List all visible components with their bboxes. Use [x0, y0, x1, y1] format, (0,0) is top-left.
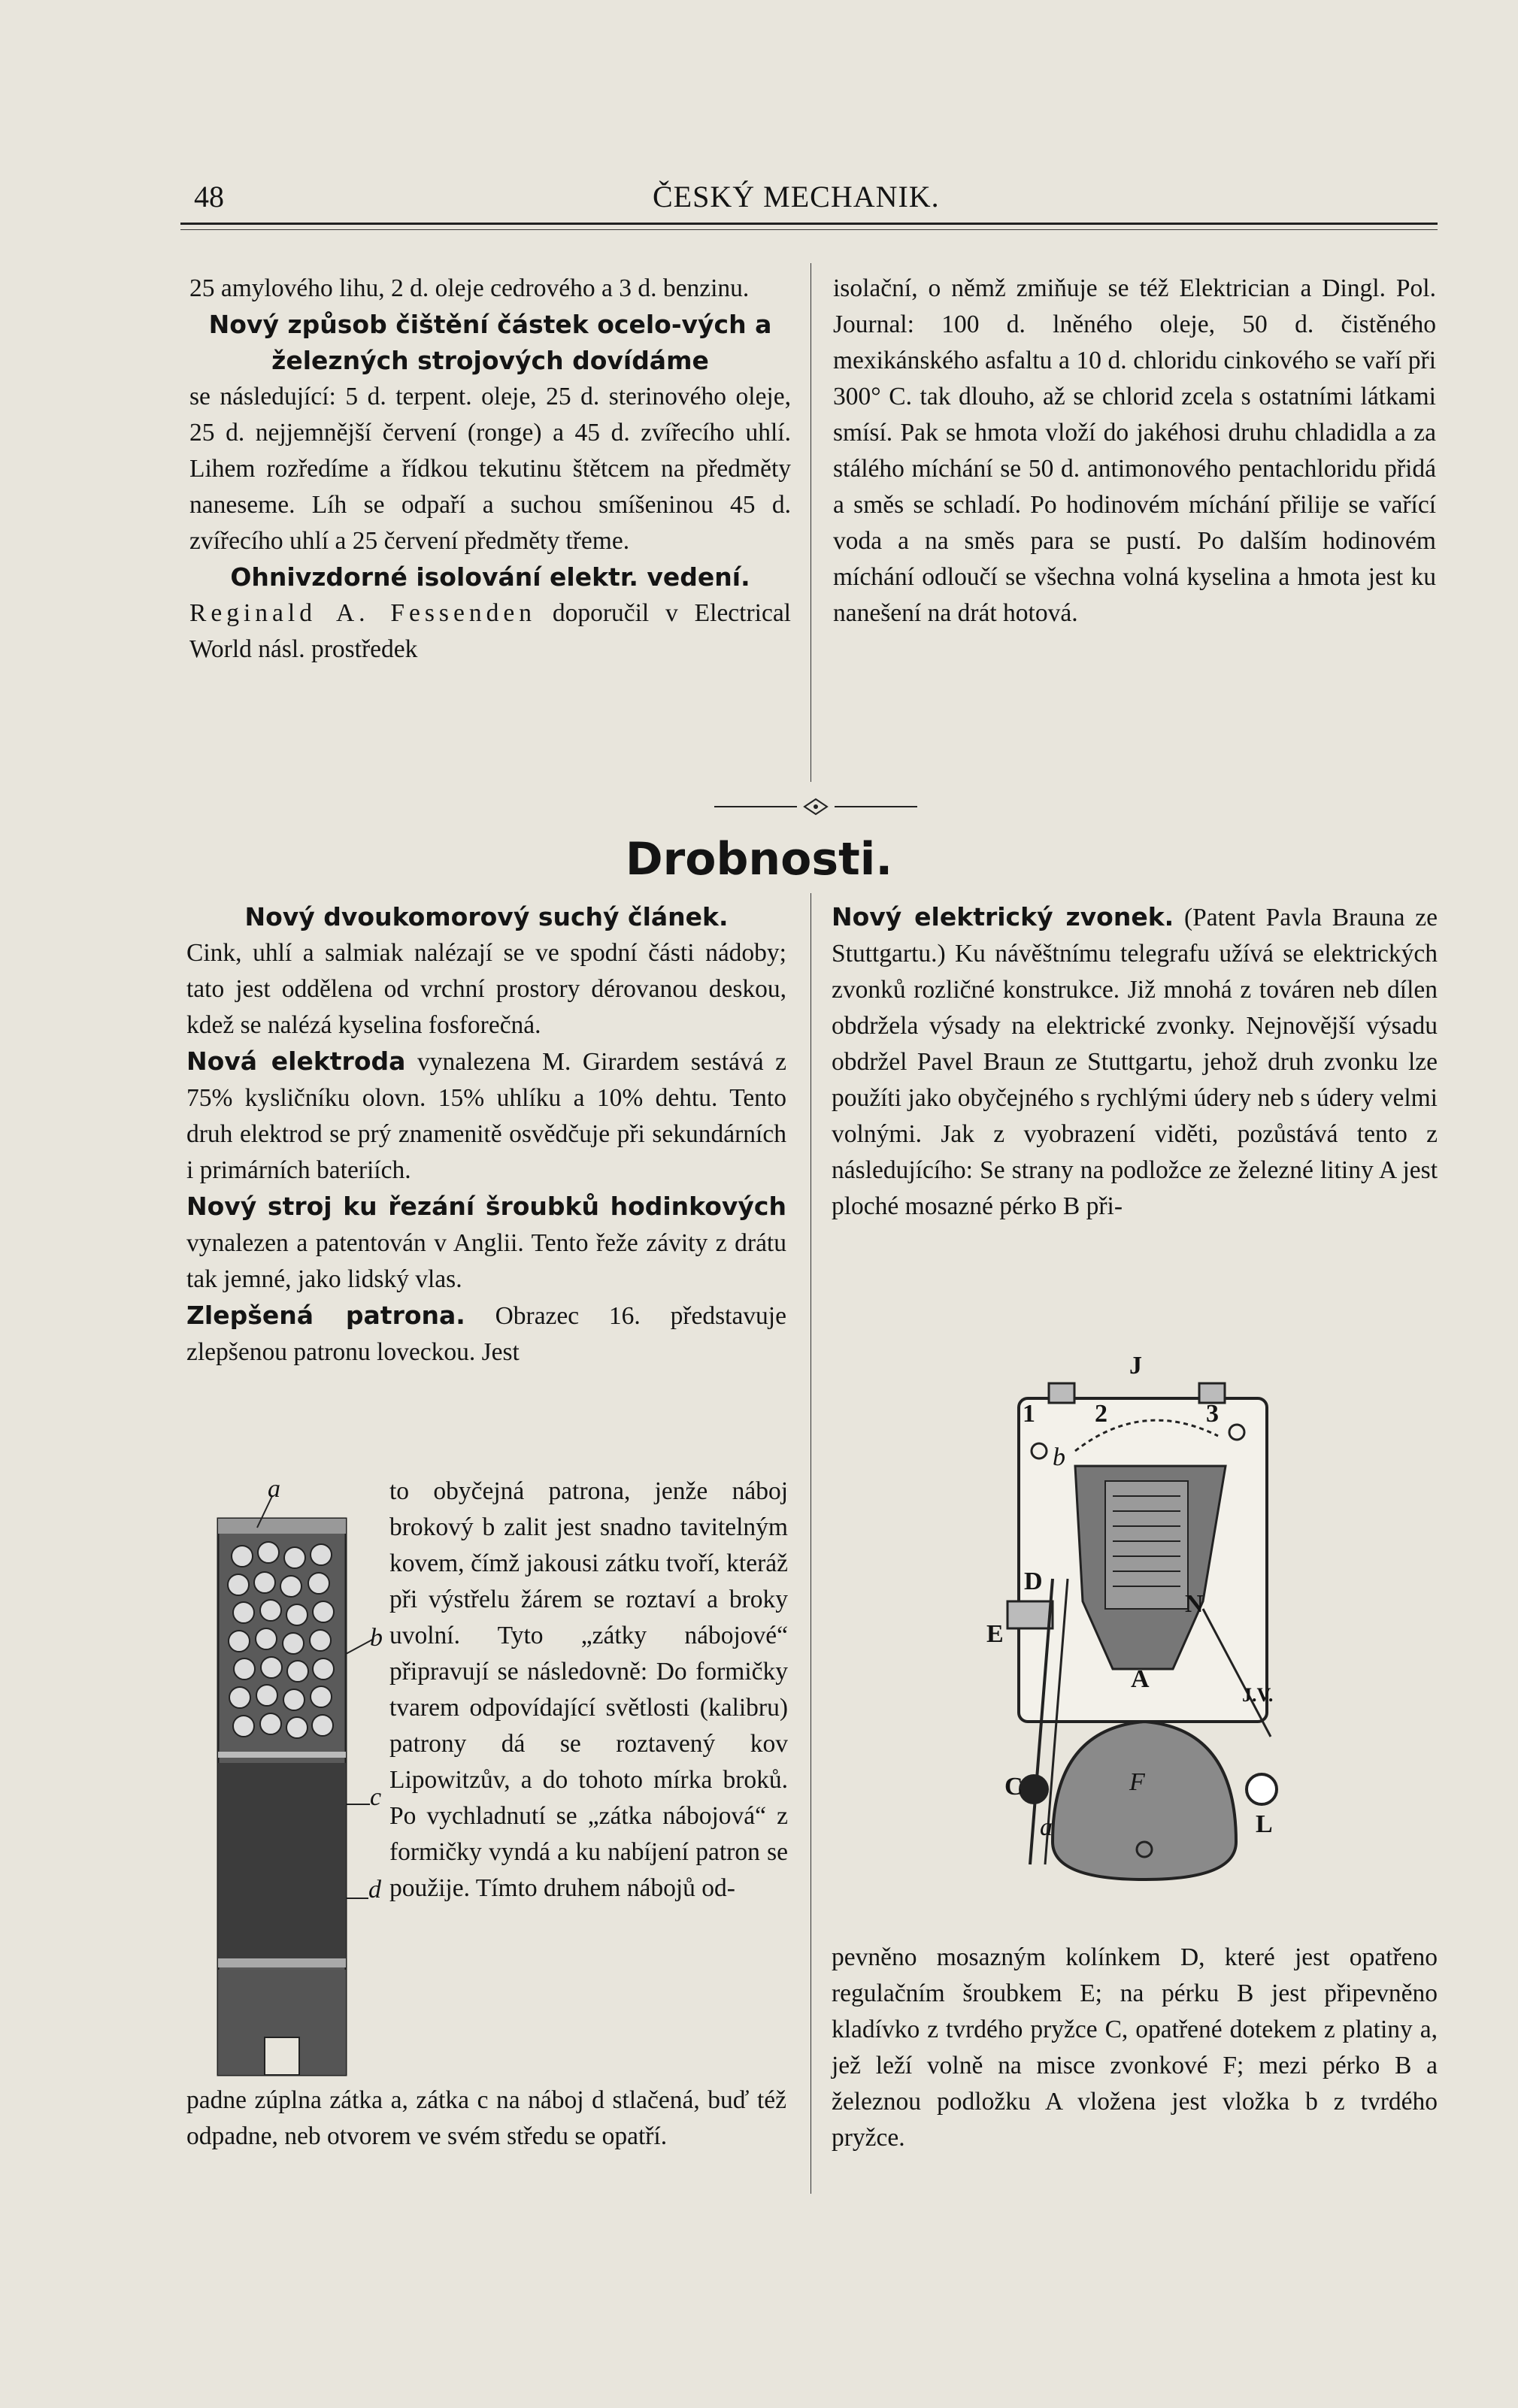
paragraph: 25 amylového lihu, 2 d. oleje cedrového a 3 d. benzinu.	[189, 274, 750, 302]
heading-electrode: Nová elektroda	[186, 1046, 406, 1076]
paragraph: to obyčejná patrona, jenže náboj brokový b zalit jest snadno tavitelným kovem, čímž jakousi zátku tvoří, kteráž při výstřelu žárem se roztaví a broky uvolní. Tyto „zátky nábojové“ připravují se následovně: Do formičky tvarem odpovídající světlosti (kalibru) patrony dá se roztavený kov Lipowitzův, a do tohoto mírka broků. Po vychladnutí se „zátka nábojová“ z formičky vyndá a ku nabíjení patron se použije. Tímto druhem nábojů od-	[389, 1477, 788, 1902]
paragraph	[186, 1298, 786, 1371]
paragraph: Cink, uhlí a salmiak nalézají se ve spodní části nádoby; tato jest oddělena od vrchní prostory dérovanou deskou, kdež se nalézá kyselina fosforečná.	[186, 939, 786, 1039]
bell-label-d: D	[1024, 1567, 1043, 1595]
paragraph-text: vynalezen a patentován v Anglii. Tento řeže závity z drátu tak jemné, jako lidský vlas.	[186, 1229, 786, 1293]
bell-label-a-upper: A	[1131, 1665, 1150, 1693]
paragraph: se následující: 5 d. terpent. oleje, 25 d. sterinového oleje, 25 d. nejjemnější červení (ronge) a 45 d. zvířecího uhlí. Lihem rozředíme a řídkou tekutinu štětcem na předměty naneseme. Líh se odpaří a suchou smíšeninou 45 d. zvířecího uhlí a 25 červení předměty třeme.	[189, 383, 791, 555]
cartridge-label-d: d	[368, 1876, 381, 1904]
heading-fireproof-insulation: Ohnivzdorné isolování elektr. vedení.	[230, 562, 750, 592]
bottom-left-column	[186, 899, 786, 1371]
paragraph-text: Obrazec 16. představuje zlepšenou patronu loveckou. Jest	[186, 1302, 786, 1366]
bell-label-2: 2	[1095, 1400, 1107, 1428]
ornament-divider	[714, 797, 917, 816]
bell-label-j: J	[1129, 1352, 1142, 1380]
heading-dry-cell: Nový dvoukomorový suchý článek.	[244, 902, 729, 931]
paragraph	[186, 1043, 786, 1189]
bell-label-c: C	[1004, 1773, 1023, 1801]
heading-cleaning: Nový způsob čištění částek ocelo-vých a železných strojových dovídáme	[208, 310, 772, 375]
cartridge-label-c: c	[370, 1783, 382, 1811]
bottom-right-continuation	[832, 1940, 1438, 2156]
header-rule-thick	[180, 223, 1438, 225]
bell-label-jv: J.V.	[1242, 1684, 1274, 1706]
top-left-column	[189, 271, 791, 668]
paragraph: isolační, o němž zmiňuje se též Elektrician a Dingl. Pol. Journal: 100 d. lněného oleje, 50 d. čistěného mexikánského asfaltu a 10 d. chloridu cinkového se vaří při 300° C. tak dlouho, až se chlorid zcela s ostatními látkami smísí. Pak se hmota vloží do jakéhosi druhu chladidla a za stálého míchání se 50 d. antimonového pentachloridu přidá a směs se schladí. Po hodinovém míchání přilije se vařící voda a na směs para se pustí. Po dalším hodinovém míchání odloučí se všechna volná kyselina a hmota jest ku nanešení na drát hotová.	[833, 274, 1436, 627]
paragraph	[832, 899, 1438, 1225]
bell-label-1: 1	[1023, 1400, 1035, 1428]
cartridge-wrap-text	[389, 1474, 788, 1907]
cartridge-figure	[197, 1489, 385, 2082]
cartridge-label-a: a	[268, 1475, 280, 1503]
bell-label-3: 3	[1206, 1400, 1219, 1428]
bell-label-e: E	[986, 1620, 1004, 1648]
electric-bell-figure	[977, 1353, 1308, 1940]
bell-label-b: b	[1053, 1443, 1065, 1471]
paragraph	[189, 595, 791, 668]
header-rule-thin	[180, 229, 1438, 230]
bell-label-n: N	[1185, 1590, 1204, 1618]
paragraph-text: vynalezena M. Girardem sestává z 75% kysličníku olovn. 15% uhlíku a 10% dehtu. Tento druh elektrod se prý znamenitě osvědčuje při sekundárních i primárních bateriích.	[186, 1048, 787, 1184]
paragraph-text: (Patent Pavla Brauna ze Stuttgartu.) Ku návěštnímu telegrafu užívá se elektrických zvonků rozličné konstrukce. Již mnohá z továren neb dílen obdržela výsady na elektrické zvonky. Nejnovější výsadu obdržel Pavel Braun ze Stuttgartu, jehož druh zvonku lze použíti jako obyčejného s rychlými údery neb s údery velmi volnými. Jak z vyobrazení viděti, pozůstává tento z následujícího: Se strany na podložce ze železné litiny A jest ploché mosazné pérko B při-	[832, 904, 1438, 1220]
paragraph: pevněno mosazným kolínkem D, které jest opatřeno regulačním šroubkem E; na pérku B jest připevněno kladívko z tvrdého pryžce C, opatřené dotekem z platiny a, jež leží volně na misce zvonkové F; mezi pérko B a železnou podložku A vložena jest vložka b z tvrdého pryžce.	[832, 1943, 1438, 2152]
section-title: Drobnosti.	[625, 833, 893, 886]
bottom-right-column	[832, 899, 1438, 1225]
top-right-column	[833, 271, 1436, 632]
paragraph-text: doporučil v Electrical World násl. prostředek	[189, 599, 791, 663]
journal-title: ČESKÝ MECHANIK.	[653, 180, 940, 214]
paragraph: padne zúplna zátka a, zátka c na náboj d stlačená, buď též odpadne, neb otvorem ve svém středu se opatří.	[186, 2086, 786, 2150]
heading-cartridge: Zlepšená patrona.	[186, 1301, 465, 1330]
bell-label-a-lower: a	[1040, 1813, 1053, 1841]
bottom-left-continuation	[186, 2082, 786, 2155]
author-name: Reginald A. Fessenden	[189, 599, 536, 627]
cartridge-label-b: b	[370, 1624, 383, 1652]
heading-electric-bell: Nový elektrický zvonek.	[832, 902, 1174, 931]
page-number: 48	[194, 180, 224, 214]
bell-label-f: F	[1129, 1768, 1145, 1796]
bell-label-l: L	[1256, 1810, 1273, 1838]
heading-screw-machine: Nový stroj ku řezání šroubků hodinkových	[186, 1192, 786, 1221]
paragraph	[186, 1189, 786, 1298]
